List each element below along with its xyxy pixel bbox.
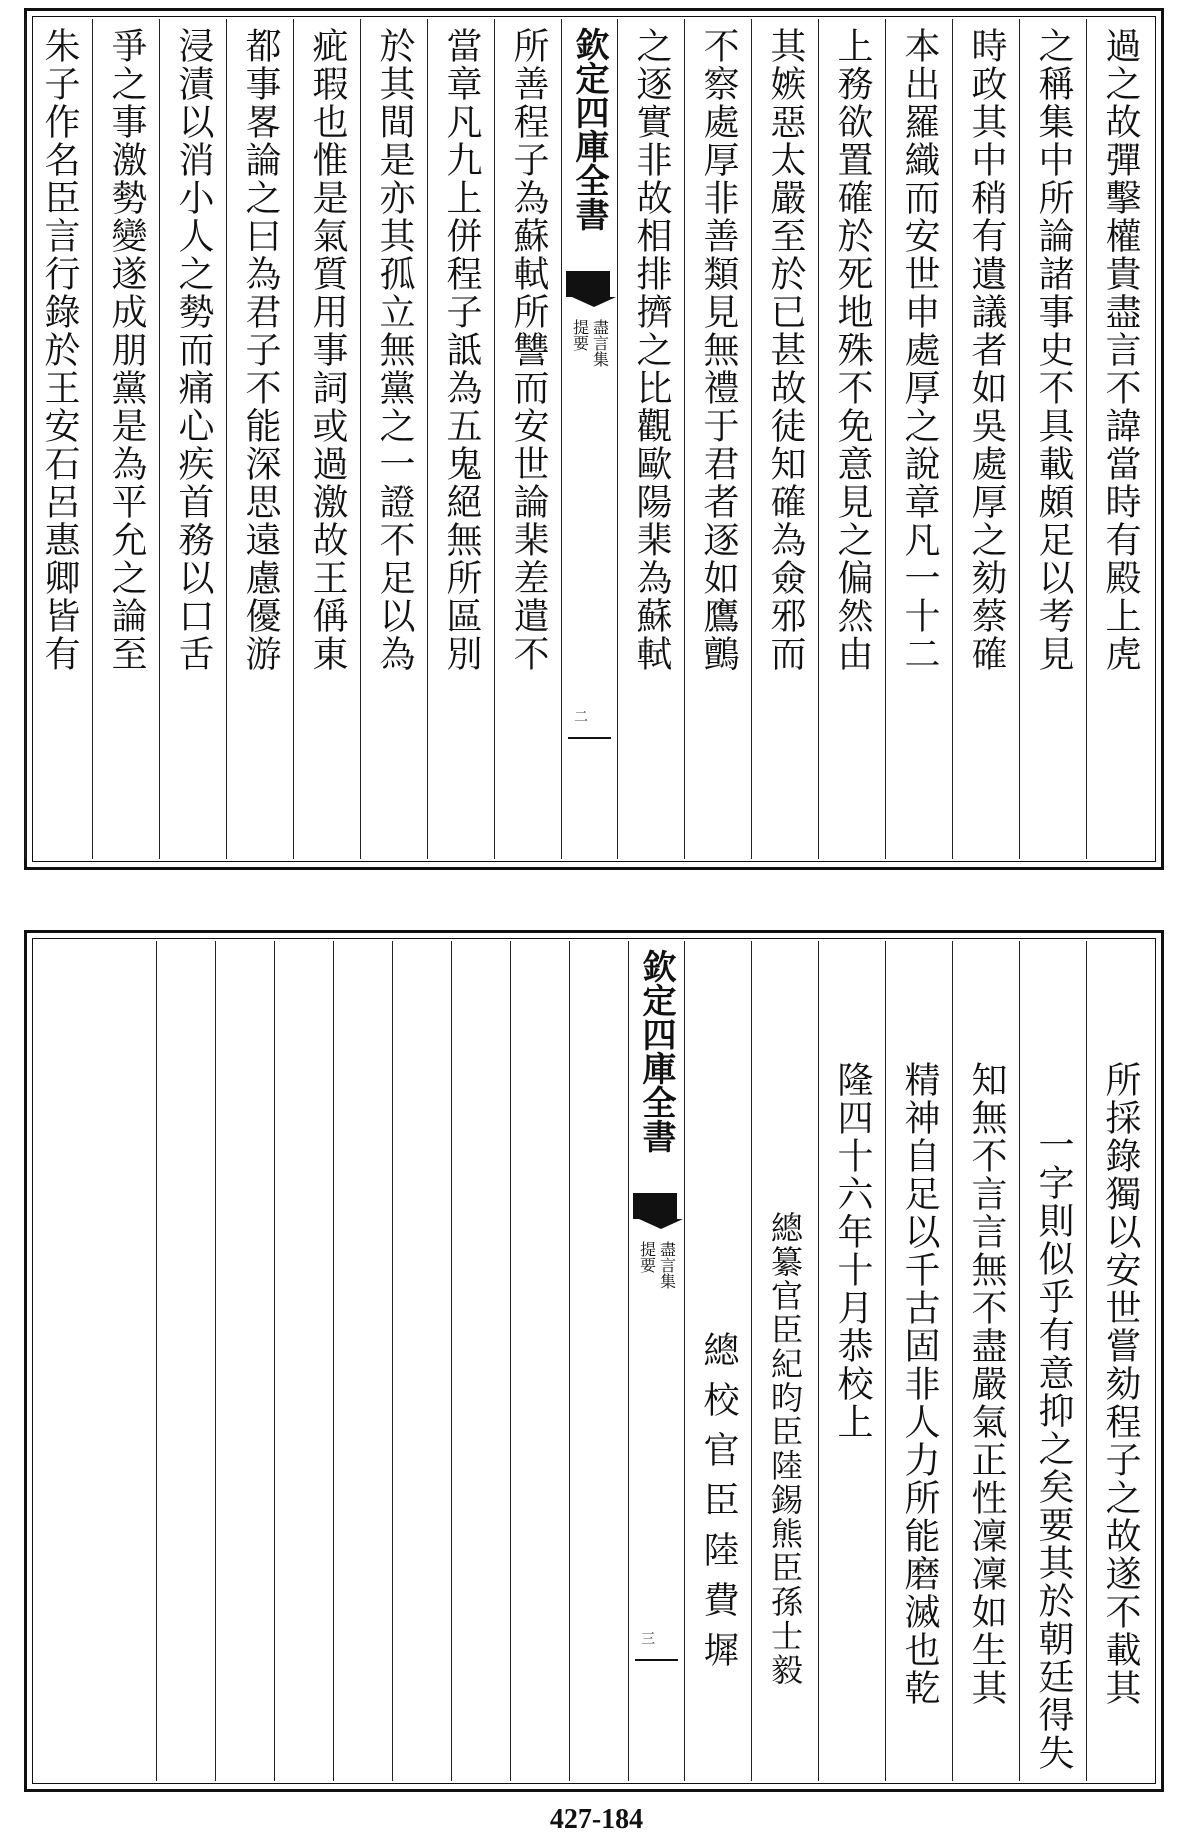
columns-lower — [35, 941, 1153, 1781]
text-column: 一字則似乎有意抑之矣要其於朝廷得失 — [1019, 941, 1086, 1781]
empty-column — [451, 941, 510, 1781]
empty-column — [510, 941, 569, 1781]
signature-proofreader — [684, 941, 751, 1781]
text-column: 當章凡九上併程子詆為五鬼絕無所區別 — [427, 19, 494, 859]
center-spine — [561, 19, 617, 859]
text-column: 浸漬以消小人之勢而痛心疾首務以口舌 — [159, 19, 226, 859]
text-column: 上務欲置確於死地殊不免意見之偏然由 — [818, 19, 885, 859]
text-column: 之逐實非故相排擠之比觀歐陽棐為蘇軾 — [617, 19, 684, 859]
fishtail-mark-icon — [633, 1193, 677, 1219]
text-column: 不察處厚非善類見無禮于君者逐如鷹鸇 — [684, 19, 751, 859]
text-column: 所採錄獨以安世嘗劾程子之故遂不載其 — [1086, 941, 1153, 1781]
text-column: 疵瑕也惟是氣質用事詞或過激故王偁東 — [293, 19, 360, 859]
center-spine — [628, 941, 684, 1781]
fishtail-mark-icon — [566, 271, 610, 297]
signature-name: 臣陸錫熊 — [766, 1415, 804, 1551]
page-upper — [24, 8, 1164, 870]
signature-name: 臣陸費墀 — [698, 1481, 739, 1681]
text-column: 爭之事激勢變遂成朋黨是為平允之論至 — [92, 19, 159, 859]
spine-subtitle: 盡言集 提要 — [570, 319, 610, 367]
text-column: 精神自足以千古固非人力所能磨滅也乾 — [885, 941, 952, 1781]
folio-number: 427-184 — [549, 1804, 644, 1835]
empty-column — [333, 941, 392, 1781]
empty-column — [215, 941, 274, 1781]
page-number: 三 — [639, 1631, 655, 1645]
signature-name: 臣紀昀 — [766, 1313, 804, 1415]
columns-upper — [35, 19, 1153, 859]
text-column: 於其間是亦其孤立無黨之一證不足以為 — [360, 19, 427, 859]
text-column: 所善程子為蘇軾所讐而安世論棐差遣不 — [494, 19, 561, 859]
spine-rule — [635, 1659, 678, 1661]
page-lower — [24, 930, 1164, 1792]
book-title: 欽定四庫全書 — [636, 949, 676, 1153]
text-column: 過之故彈擊權貴盡言不諱當時有殿上虎 — [1086, 19, 1153, 859]
empty-column — [569, 941, 628, 1781]
signature-compilers — [751, 941, 818, 1781]
book-title: 欽定四庫全書 — [569, 27, 609, 231]
text-column: 之稱集中所論諸事史不具載頗足以考見 — [1019, 19, 1086, 859]
signature-name: 臣孫士毅 — [766, 1551, 804, 1687]
text-column: 其嫉惡太嚴至於已甚故徒知確為僉邪而 — [751, 19, 818, 859]
signature-title: 總校官 — [698, 1331, 739, 1481]
text-column: 本出羅織而安世申處厚之說章凡一十二 — [885, 19, 952, 859]
text-column: 隆四十六年十月恭校上 — [818, 941, 885, 1781]
signature-title: 總纂官 — [766, 1211, 804, 1313]
text-column: 朱子作名臣言行錄於王安石呂惠卿皆有 — [25, 19, 92, 859]
empty-column — [156, 941, 215, 1781]
spine-subtitle: 盡言集 提要 — [637, 1241, 677, 1289]
spine-rule — [568, 737, 611, 739]
empty-column — [392, 941, 451, 1781]
text-column: 時政其中稍有遺議者如吳處厚之劾蔡確 — [952, 19, 1019, 859]
text-column: 知無不言言無不盡嚴氣正性凜凜如生其 — [952, 941, 1019, 1781]
empty-column — [274, 941, 333, 1781]
text-column: 都事畧論之曰為君子不能深思遠慮優游 — [226, 19, 293, 859]
page-number: 二 — [572, 709, 588, 723]
